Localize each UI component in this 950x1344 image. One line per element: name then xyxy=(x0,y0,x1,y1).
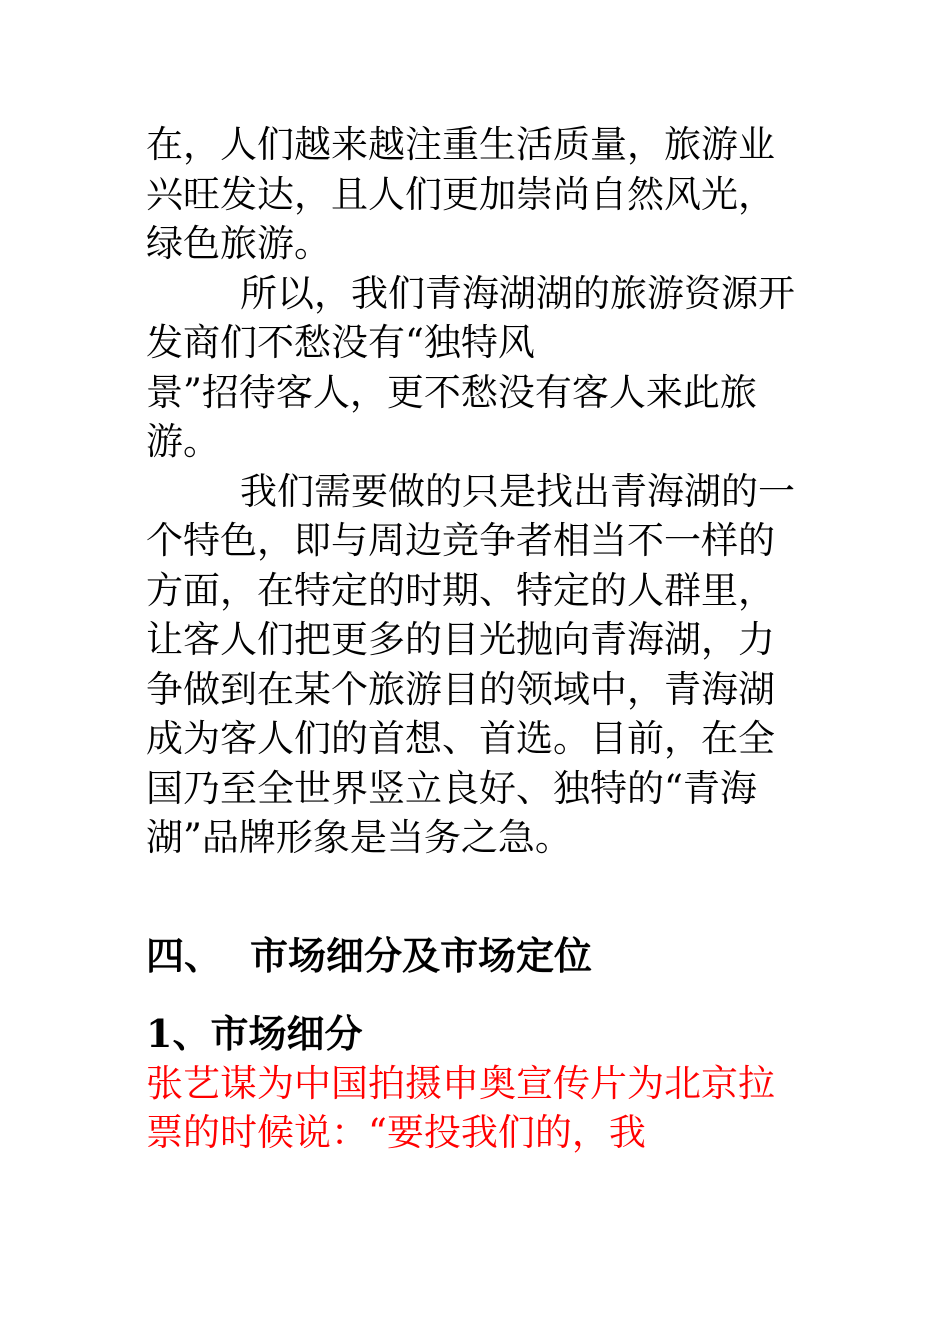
quote-paragraph: 张艺谋为中国拍摄申奥宣传片为北京拉票的时候说：“要投我们的，我 xyxy=(146,1061,775,1154)
paragraph-brand-image: 我们需要做的只是找出青海湖的一个特色，即与周边竞争者相当不一样的方面，在特定的时期、特定的人群里，让客人们把更多的目光抛向青海湖，力争做到在某个旅游目的领域中，青海湖成为客人们的首想、首选。目前，在全国乃至全世界竖立良好、独特的“青海湖”品牌形象是当务之急。 xyxy=(146,469,795,859)
subsection-heading: 1、市场细分 xyxy=(146,1010,363,1056)
section-title: 市场细分及市场定位 xyxy=(250,932,593,978)
section-heading xyxy=(146,931,808,981)
section-number: 四、 xyxy=(146,932,223,978)
paragraph-resource-developers: 所以，我们青海湖湖的旅游资源开发商们不愁没有“独特风 景”招待客人，更不愁没有客人来此旅游。 xyxy=(146,271,795,463)
document-page xyxy=(146,120,808,1158)
paragraph-continuation: 在，人们越来越注重生活质量，旅游业兴旺发达，且人们更加崇尚自然风光，绿色旅游。 xyxy=(146,123,775,265)
